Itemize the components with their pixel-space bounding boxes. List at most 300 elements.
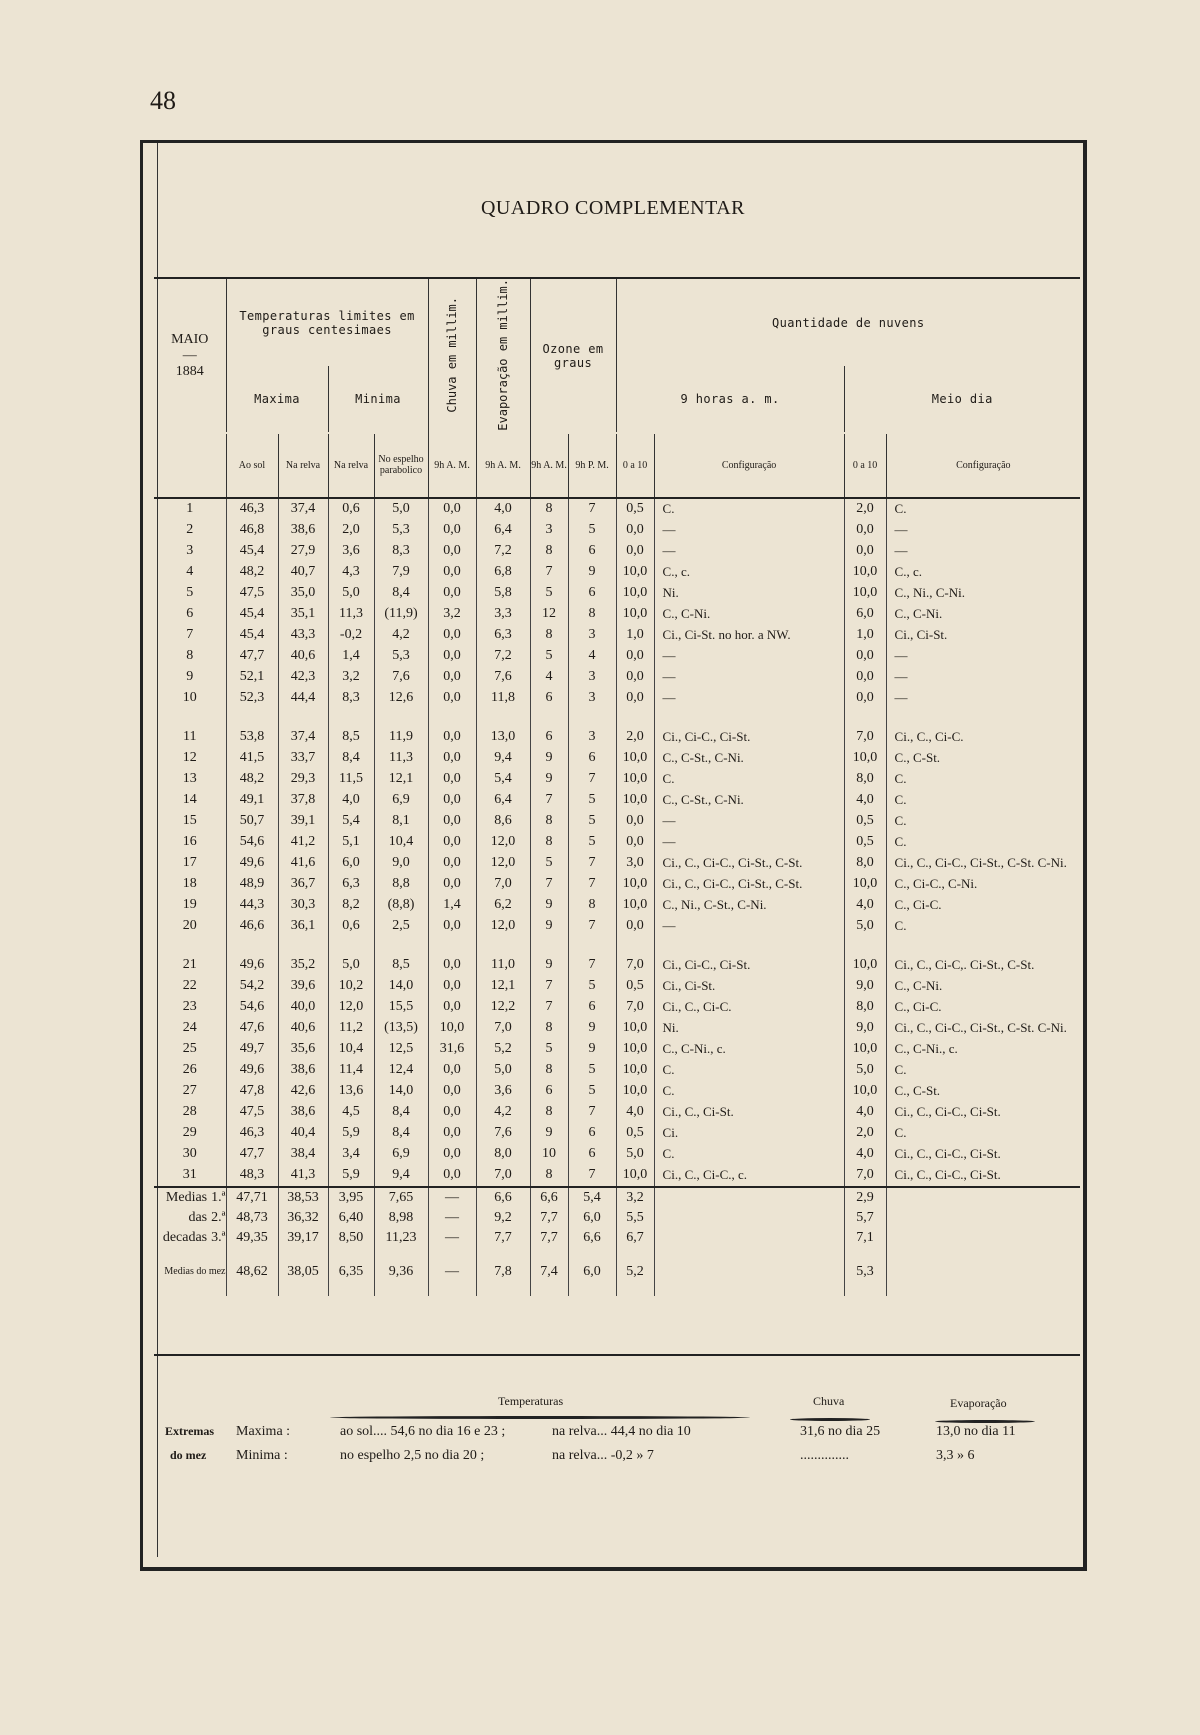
medias-mez-label: Medias do mez	[164, 1266, 226, 1278]
data-cell: 5,0	[616, 1144, 654, 1165]
table-row	[154, 832, 1080, 853]
data-cell: 5,0	[328, 583, 374, 604]
data-cell: 12,5	[374, 1039, 428, 1060]
data-cell: 11,3	[374, 748, 428, 769]
medias-mez-cell: 7,8	[476, 1248, 530, 1296]
data-cell: 6	[568, 583, 616, 604]
maxima-label: Maxima :	[236, 1424, 291, 1439]
chuva-ornament	[790, 1418, 870, 1421]
medias-cell: 39,17	[278, 1228, 328, 1248]
data-cell: 2,5	[374, 916, 428, 937]
data-cell: 4,2	[476, 1102, 530, 1123]
medias-label-text: das	[188, 1210, 208, 1226]
data-cell: C., Ni., C-St., C-Ni.	[654, 895, 844, 916]
escala1-header: 0 a 10	[616, 434, 654, 498]
data-cell: 4	[530, 667, 568, 688]
table-row	[154, 646, 1080, 667]
data-cell: C., Ni., C-Ni.	[886, 583, 1080, 604]
evaporacao-ornament	[935, 1420, 1035, 1423]
data-cell: C., C-Ni., c.	[886, 1039, 1080, 1060]
data-cell: 9,0	[374, 853, 428, 874]
data-cell: 10,0	[616, 562, 654, 583]
data-cell: 7,0	[476, 1018, 530, 1039]
data-cell: 5	[568, 1060, 616, 1081]
data-cell: 35,2	[278, 955, 328, 976]
data-cell: 40,4	[278, 1123, 328, 1144]
data-cell: 54,6	[226, 997, 278, 1018]
data-cell: 6	[568, 1144, 616, 1165]
medias-row	[154, 1228, 1080, 1248]
data-cell: 3	[568, 667, 616, 688]
data-cell: C., C-Ni.	[886, 976, 1080, 997]
data-cell: 1,4	[428, 895, 476, 916]
data-cell: 12,1	[476, 976, 530, 997]
data-cell: 7,9	[374, 562, 428, 583]
data-cell: 35,1	[278, 604, 328, 625]
data-cell: 6	[530, 1081, 568, 1102]
medias-cell: 36,32	[278, 1208, 328, 1228]
medias-cell: 11,23	[374, 1228, 428, 1248]
min-espelho: no espelho 2,5 no dia 20 ;	[340, 1448, 485, 1463]
table-row	[154, 853, 1080, 874]
data-cell: 47,7	[226, 1144, 278, 1165]
data-cell: 4,0	[844, 790, 886, 811]
data-cell: 10,0	[616, 748, 654, 769]
data-cell: 0,5	[844, 832, 886, 853]
data-cell: 8	[530, 1060, 568, 1081]
data-cell: Ci., C., Ci-C., Ci-St., C-St. C-Ni.	[886, 853, 1080, 874]
table-row	[154, 541, 1080, 562]
table-row	[154, 1165, 1080, 1187]
medias-row	[154, 1208, 1080, 1228]
data-cell: 9	[530, 769, 568, 790]
data-cell: 48,3	[226, 1165, 278, 1187]
data-cell: 7	[568, 874, 616, 895]
data-cell: 40,0	[278, 997, 328, 1018]
data-cell: 7,6	[476, 1123, 530, 1144]
medias-cell	[886, 1228, 1080, 1248]
data-cell: 5	[530, 646, 568, 667]
data-cell: 10,0	[844, 562, 886, 583]
ozone-9pm-header: 9h P. M.	[568, 434, 616, 498]
data-cell: -0,2	[328, 625, 374, 646]
data-cell: —	[886, 667, 1080, 688]
data-cell: (13,5)	[374, 1018, 428, 1039]
data-cell: 0,0	[428, 646, 476, 667]
data-cell: 6,0	[844, 604, 886, 625]
medias-cell	[654, 1228, 844, 1248]
data-cell: 4,0	[476, 498, 530, 520]
data-cell: 12,1	[374, 769, 428, 790]
day-cell: 30	[182, 1146, 197, 1162]
day-cell: 1	[186, 501, 194, 517]
table-row	[154, 625, 1080, 646]
data-cell: C.	[886, 498, 1080, 520]
day-cell: 23	[182, 999, 197, 1015]
data-cell: 5	[568, 832, 616, 853]
data-cell: 6,0	[328, 853, 374, 874]
data-cell: 7,6	[476, 667, 530, 688]
day-cell: 31	[182, 1167, 197, 1183]
data-cell: 8,0	[844, 769, 886, 790]
data-cell: 39,1	[278, 811, 328, 832]
table-row	[154, 748, 1080, 769]
data-cell: 12,6	[374, 688, 428, 709]
data-cell: 0,0	[844, 520, 886, 541]
day-cell: 11	[183, 729, 197, 745]
data-cell: 33,7	[278, 748, 328, 769]
data-cell: 0,0	[616, 688, 654, 709]
table-row	[154, 811, 1080, 832]
data-cell: C., C-Ni.	[654, 604, 844, 625]
medias-cell: 9,2	[476, 1208, 530, 1228]
data-cell: 9	[530, 955, 568, 976]
data-cell: Ci., Ci-St.	[654, 976, 844, 997]
data-cell: 5	[568, 520, 616, 541]
data-cell: Ci., Ci-C., Ci-St.	[654, 955, 844, 976]
table-row	[154, 997, 1080, 1018]
data-cell: 8,5	[374, 955, 428, 976]
data-cell: 7,0	[844, 1165, 886, 1187]
data-cell: 2,0	[844, 1123, 886, 1144]
data-cell: 5,3	[374, 520, 428, 541]
data-cell: Ni.	[654, 1018, 844, 1039]
data-cell: 0,0	[428, 541, 476, 562]
data-cell: 7	[530, 562, 568, 583]
medias-cell: 47,71	[226, 1187, 278, 1208]
medias-mez-cell: 48,62	[226, 1248, 278, 1296]
min-na-relva: na relva... -0,2 » 7	[552, 1448, 654, 1463]
day-cell: 8	[186, 648, 194, 664]
nove-horas-header: 9 horas a. m.	[616, 366, 844, 432]
data-cell: Ci., C., Ci-C.	[654, 997, 844, 1018]
day-cell: 15	[182, 813, 197, 829]
data-cell: 10,0	[616, 604, 654, 625]
medias-row	[154, 1187, 1080, 1208]
data-cell: 7	[568, 1102, 616, 1123]
data-cell: 1,4	[328, 646, 374, 667]
data-cell: 7,0	[476, 874, 530, 895]
data-cell: 45,4	[226, 625, 278, 646]
data-cell: 7	[530, 790, 568, 811]
data-cell: 37,8	[278, 790, 328, 811]
data-cell: 3,4	[328, 1144, 374, 1165]
data-cell: 5	[568, 976, 616, 997]
data-cell: 9	[568, 562, 616, 583]
chuva-label: Chuva	[813, 1394, 845, 1408]
data-cell: 6	[530, 688, 568, 709]
data-cell: 44,4	[278, 688, 328, 709]
data-cell: 38,6	[278, 1060, 328, 1081]
table-row	[154, 1102, 1080, 1123]
data-cell: C.	[886, 790, 1080, 811]
page-number: 48	[150, 86, 176, 115]
data-cell: —	[654, 688, 844, 709]
data-cell: 35,0	[278, 583, 328, 604]
escala2-header: 0 a 10	[844, 434, 886, 498]
data-cell: 6	[568, 1123, 616, 1144]
table-row	[154, 976, 1080, 997]
data-cell: 3	[568, 688, 616, 709]
data-cell: 8	[568, 895, 616, 916]
data-cell: 6,2	[476, 895, 530, 916]
na-relva-min-header: Na relva	[328, 434, 374, 498]
data-cell: 6	[568, 997, 616, 1018]
data-cell: C.	[886, 811, 1080, 832]
table-row	[154, 790, 1080, 811]
medias-mez-cell: —	[428, 1248, 476, 1296]
decada-ordinal: 1.ª	[211, 1190, 226, 1206]
data-cell: 44,3	[226, 895, 278, 916]
table-row	[154, 688, 1080, 709]
data-cell: 31,6	[428, 1039, 476, 1060]
data-cell: C., c.	[886, 562, 1080, 583]
data-cell: Ci., C., Ci-C., Ci-St.	[886, 1102, 1080, 1123]
data-cell: 38,4	[278, 1144, 328, 1165]
data-cell: Ci., C., Ci-C,. Ci-St., C-St.	[886, 955, 1080, 976]
data-cell: —	[886, 688, 1080, 709]
data-cell: 0,0	[428, 997, 476, 1018]
data-cell: —	[654, 916, 844, 937]
medias-mez-cell	[654, 1248, 844, 1296]
data-cell: 10,0	[616, 1165, 654, 1187]
day-cell: 3	[186, 543, 194, 559]
data-cell: 7	[568, 1165, 616, 1187]
data-cell: 0,0	[616, 541, 654, 562]
data-cell: 8,8	[374, 874, 428, 895]
data-cell: 9	[530, 1123, 568, 1144]
day-cell: 17	[182, 855, 197, 871]
data-cell: 11,0	[476, 955, 530, 976]
data-cell: 9,0	[844, 1018, 886, 1039]
data-cell: C.	[654, 1060, 844, 1081]
data-cell: 5,2	[476, 1039, 530, 1060]
medias-label	[154, 1208, 226, 1228]
data-cell: 7	[568, 769, 616, 790]
data-cell: 8,0	[844, 853, 886, 874]
data-cell: 7	[530, 874, 568, 895]
data-cell: 10,0	[616, 583, 654, 604]
data-cell: 8,4	[374, 1102, 428, 1123]
medias-cell: 8,50	[328, 1228, 374, 1248]
ao-sol-header: Ao sol	[226, 434, 278, 498]
data-cell: 6,4	[476, 520, 530, 541]
medias-cell: 7,7	[530, 1208, 568, 1228]
config1-header: Configuração	[654, 434, 844, 498]
data-cell: C., C-St., C-Ni.	[654, 748, 844, 769]
table-row	[154, 1081, 1080, 1102]
ozone-9am-header: 9h A. M.	[530, 434, 568, 498]
data-cell: 5,9	[328, 1123, 374, 1144]
data-cell: 4,2	[374, 625, 428, 646]
day-cell: 13	[182, 771, 197, 787]
table-row	[154, 955, 1080, 976]
day-cell: 10	[182, 690, 197, 706]
data-cell: 4,0	[844, 1102, 886, 1123]
data-cell: 5,8	[476, 583, 530, 604]
data-cell: 0,0	[844, 646, 886, 667]
data-cell: 11,9	[374, 727, 428, 748]
data-cell: Ci., C., Ci-C., Ci-St., C-St.	[654, 853, 844, 874]
chuva-max: 31,6 no dia 25	[800, 1424, 881, 1439]
data-cell: 0,5	[616, 498, 654, 520]
data-cell: 8	[530, 832, 568, 853]
data-cell: 12,0	[476, 916, 530, 937]
page-title: QUADRO COMPLEMENTAR	[480, 197, 746, 219]
config2-header: Configuração	[886, 434, 1080, 498]
table-row	[154, 874, 1080, 895]
data-cell: 3,2	[428, 604, 476, 625]
data-cell: 0,0	[616, 832, 654, 853]
day-cell: 6	[186, 606, 194, 622]
table-row	[154, 727, 1080, 748]
data-cell: 0,0	[616, 667, 654, 688]
data-cell: C., c.	[654, 562, 844, 583]
day-cell: 14	[182, 792, 197, 808]
data-cell: 5	[568, 790, 616, 811]
data-cell: 7,0	[844, 727, 886, 748]
data-cell: 10,0	[844, 955, 886, 976]
data-cell: Ci., Ci-St.	[886, 625, 1080, 646]
data-cell: Ci., C., Ci-C., c.	[654, 1165, 844, 1187]
na-relva-header: Na relva	[278, 434, 328, 498]
data-cell: 12,4	[374, 1060, 428, 1081]
data-cell: 10,0	[616, 1060, 654, 1081]
data-cell: 12,0	[328, 997, 374, 1018]
data-cell: 35,6	[278, 1039, 328, 1060]
data-cell: 14,0	[374, 1081, 428, 1102]
data-cell: 0,0	[428, 562, 476, 583]
medias-cell: 6,6	[568, 1228, 616, 1248]
data-cell: 46,6	[226, 916, 278, 937]
data-cell: 8,6	[476, 811, 530, 832]
data-cell: 47,6	[226, 1018, 278, 1039]
data-cell: 52,1	[226, 667, 278, 688]
medias-mez-cell: 5,3	[844, 1248, 886, 1296]
medias-mez-cell: 6,0	[568, 1248, 616, 1296]
nuvens-header: Quantidade de nuvens	[616, 279, 1080, 366]
data-cell: 9	[530, 916, 568, 937]
chuva-header: Chuva em millim.	[428, 279, 476, 434]
data-cell: 3,6	[476, 1081, 530, 1102]
max-na-relva: na relva... 44,4 no dia 10	[552, 1424, 691, 1439]
table-row	[154, 916, 1080, 937]
data-cell: 11,3	[328, 604, 374, 625]
data-cell: 45,4	[226, 541, 278, 562]
extremas-rule	[154, 1354, 1080, 1357]
data-cell: 9	[530, 748, 568, 769]
data-cell: C., Ci-C., C-Ni.	[886, 874, 1080, 895]
data-cell: —	[886, 520, 1080, 541]
data-cell: C.	[654, 498, 844, 520]
data-cell: 15,5	[374, 997, 428, 1018]
data-cell: 4	[568, 646, 616, 667]
data-cell: 0,0	[428, 955, 476, 976]
data-cell: 43,3	[278, 625, 328, 646]
table-row	[154, 604, 1080, 625]
medias-cell: 8,98	[374, 1208, 428, 1228]
day-cell: 16	[182, 834, 197, 850]
data-cell: 6,9	[374, 1144, 428, 1165]
data-cell: 10	[530, 1144, 568, 1165]
medias-mez-cell: 6,35	[328, 1248, 374, 1296]
data-cell: Ci., C., Ci-C., Ci-St.	[886, 1165, 1080, 1187]
data-cell: 36,7	[278, 874, 328, 895]
maxima-header: Maxima	[226, 366, 328, 432]
data-cell: Ci., C., Ci-St.	[654, 1102, 844, 1123]
data-cell: 46,8	[226, 520, 278, 541]
data-cell: 8	[530, 625, 568, 646]
data-cell: 9	[568, 1039, 616, 1060]
data-cell: 6	[530, 727, 568, 748]
medias-cell: 7,7	[530, 1228, 568, 1248]
medias-cell: 7,7	[476, 1228, 530, 1248]
medias-cell: 5,4	[568, 1187, 616, 1208]
data-cell: 3,6	[328, 541, 374, 562]
day-cell: 24	[182, 1020, 197, 1036]
medias-cell: —	[428, 1208, 476, 1228]
data-cell: 42,6	[278, 1081, 328, 1102]
day-cell: 21	[182, 957, 197, 973]
data-cell: 39,6	[278, 976, 328, 997]
minima-header: Minima	[328, 366, 428, 432]
data-cell: 0,0	[616, 646, 654, 667]
day-cell: 5	[186, 585, 194, 601]
medias-cell: 6,6	[476, 1187, 530, 1208]
data-cell: 0,0	[428, 1123, 476, 1144]
data-cell: —	[886, 541, 1080, 562]
table-row	[154, 520, 1080, 541]
data-cell: 9,4	[476, 748, 530, 769]
table-row	[154, 1060, 1080, 1081]
data-cell: 38,6	[278, 520, 328, 541]
decada-ordinal: 2.ª	[211, 1210, 226, 1226]
data-cell: 47,7	[226, 646, 278, 667]
data-cell: 0,0	[844, 541, 886, 562]
data-cell: Ci., C., Ci-C., Ci-St., C-St. C-Ni.	[886, 1018, 1080, 1039]
chuva-min: ..............	[800, 1448, 849, 1463]
minima-label: Minima :	[236, 1448, 288, 1463]
data-cell: 38,6	[278, 1102, 328, 1123]
data-cell: 10,0	[844, 1039, 886, 1060]
data-cell: —	[654, 832, 844, 853]
data-cell: 5,0	[374, 498, 428, 520]
medias-mez-row	[154, 1248, 1080, 1296]
data-cell: 10,0	[844, 583, 886, 604]
data-cell: 0,0	[428, 498, 476, 520]
medias-cell: 3,95	[328, 1187, 374, 1208]
data-cell: 13,0	[476, 727, 530, 748]
data-cell: C.	[886, 832, 1080, 853]
data-cell: 0,0	[428, 769, 476, 790]
data-cell: Ci., Ci-C., Ci-St.	[654, 727, 844, 748]
data-cell: 9	[568, 1018, 616, 1039]
table-row	[154, 1018, 1080, 1039]
day-cell: 18	[182, 876, 197, 892]
medias-cell: 6,6	[530, 1187, 568, 1208]
temperaturas-ornament	[330, 1416, 750, 1419]
data-table	[154, 279, 1080, 1296]
data-cell: 30,3	[278, 895, 328, 916]
data-cell: 54,6	[226, 832, 278, 853]
data-cell: 8,0	[844, 997, 886, 1018]
data-cell: 0,0	[428, 1081, 476, 1102]
table-row	[154, 769, 1080, 790]
medias-cell: 2,9	[844, 1187, 886, 1208]
data-cell: 5,0	[476, 1060, 530, 1081]
data-cell: 0,0	[428, 832, 476, 853]
temp-group-header: Temperaturas limites em graus centesimaes	[226, 279, 428, 366]
